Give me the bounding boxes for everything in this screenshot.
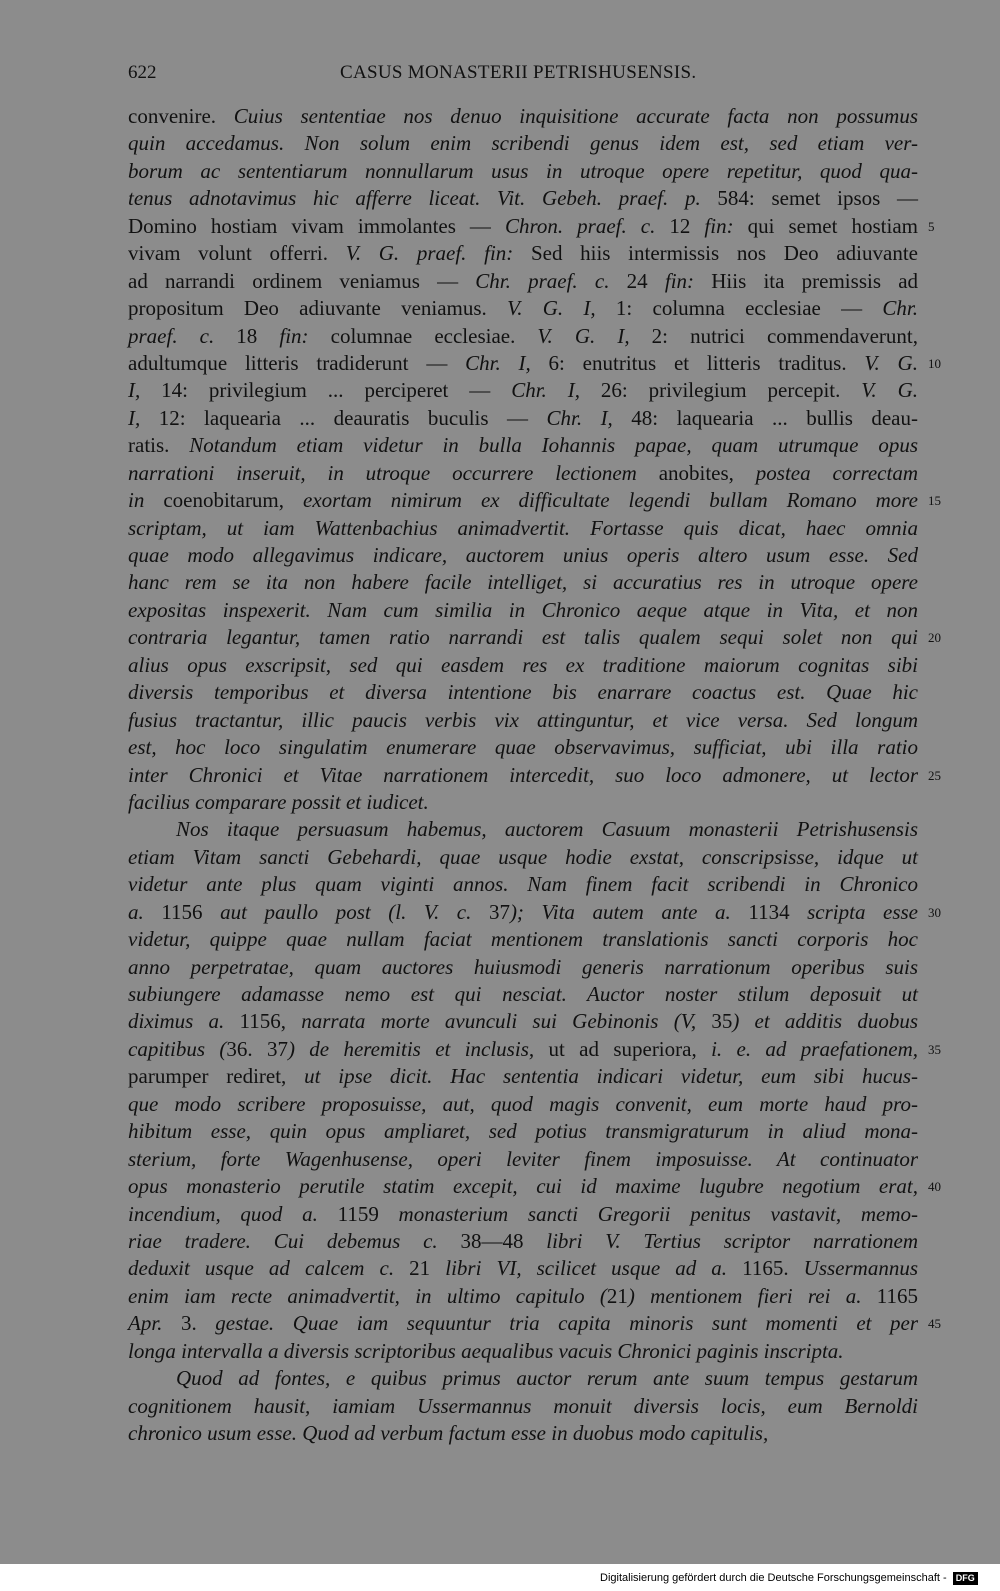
roman-text: 1134 [748, 899, 808, 924]
italic-text: hanc rem se ita non habere facile intelliget, si accuratius res in utroque opere [128, 570, 918, 595]
roman-text: ratis. [128, 433, 190, 458]
text-line [128, 158, 918, 185]
italic-text: ) et additis duobus [732, 1009, 918, 1034]
italic-text: exortam nimirum ex difficultate legendi bullam Romano more [303, 488, 918, 513]
text-line [128, 1338, 918, 1365]
roman-text: 21 [606, 1283, 628, 1308]
roman-text: qui semet hostiam [747, 213, 918, 238]
text-line [128, 624, 941, 651]
italic-text: deduxit usque ad calcem c. [128, 1256, 410, 1281]
italic-text: Apr. [128, 1311, 181, 1336]
roman-text: 38—48 [460, 1228, 547, 1253]
text-line [128, 323, 918, 350]
roman-text: 14: privilegium ... perciperet — [161, 378, 512, 403]
italic-text: postea correctam [755, 460, 918, 485]
text-line [128, 1146, 918, 1173]
italic-text: contraria legantur, tamen ratio narrandi est talis qualem sequi solet non qui [128, 625, 918, 650]
italic-text: opus monasterio perutile statim excepit, cui id maxime lugubre negotium erat, [128, 1174, 918, 1199]
italic-text: Chr. [882, 296, 918, 321]
italic-text: fin: [279, 323, 331, 348]
italic-text: Chron. praef. c. [504, 213, 670, 238]
roman-text: columnae ecclesiae. [330, 323, 538, 348]
italic-text: Ussermannus [803, 1256, 918, 1281]
running-head: CASUS MONASTERII PETRISHUSENSIS. [340, 62, 697, 83]
italic-text: V. G. I, [537, 323, 652, 348]
text-line [128, 1201, 918, 1228]
text-line [128, 1008, 918, 1035]
roman-text: Domino hostiam vivam immolantes — [128, 213, 505, 238]
text-line [128, 1420, 918, 1447]
text-line [128, 542, 918, 569]
roman-text: Hiis ita premissis ad [711, 268, 919, 293]
italic-text: longa intervalla a diversis scriptoribus aequalibus vacuis Chronici paginis inscripta. [128, 1338, 844, 1363]
line-number: 15 [928, 493, 941, 509]
text-line [128, 734, 918, 761]
text-line [128, 103, 918, 130]
line-number: 25 [928, 767, 941, 783]
roman-text: 1165. [742, 1256, 804, 1281]
italic-text: Chr. I, [511, 378, 601, 403]
roman-text: 2: nutrici commendaverunt, [651, 323, 918, 348]
line-number: 40 [928, 1179, 941, 1195]
roman-text: 48: laquearia ... bullis deau- [631, 405, 918, 430]
italic-text: Chr. I, [546, 405, 632, 430]
text-line [128, 405, 918, 432]
italic-text: Cuius sententiae nos denuo inquisitione accurate facta non possumus [233, 104, 918, 128]
roman-text: ut ad superiora, [548, 1036, 712, 1061]
italic-text: Notandum etiam videtur in bulla Iohannis papae, quam utrumque opus [189, 433, 918, 458]
line-number: 10 [928, 355, 941, 371]
text-line [128, 789, 918, 816]
roman-text: 37 [488, 899, 510, 924]
italic-text: fin: [664, 268, 712, 293]
italic-text: que modo scribere proposuisse, aut, quod magis convenit, eum morte haud pro- [128, 1091, 918, 1116]
text-line [128, 268, 918, 295]
italic-text: hibitum esse, quin opus ampliaret, sed potius transmigraturum in aliud mona- [128, 1119, 918, 1144]
italic-text: chronico usum esse. Quod ad verbum factum esse in duobus modo capitulis, [128, 1421, 769, 1445]
italic-text: libri VI, scilicet usque ad a. [445, 1256, 743, 1281]
text-line [128, 1310, 941, 1337]
text-line [128, 816, 918, 843]
italic-text: ) mentionem fieri rei a. [627, 1283, 877, 1308]
text-line [128, 981, 918, 1008]
text-line [128, 185, 918, 212]
italic-text: ) de heremitis et inclusis, [287, 1036, 549, 1061]
text-line [128, 295, 918, 322]
text-line [128, 240, 918, 267]
italic-text: V. G. [864, 350, 918, 375]
roman-text: adultumque litteris tradiderunt — [128, 350, 466, 375]
italic-text: V. G. [861, 378, 918, 403]
italic-text: facilius comparare possit et iudicet. [128, 789, 429, 814]
text-line [128, 1255, 918, 1282]
italic-text: incendium, quod a. [128, 1201, 338, 1226]
italic-text: libri V. Tertius scriptor narrationem [546, 1228, 919, 1253]
roman-text: 1156 [161, 899, 221, 924]
text-line [128, 954, 918, 981]
italic-text: quin accedamus. Non solum enim scribendi genus idem est, sed etiam ver- [128, 131, 918, 156]
italic-text: narrationi inseruit, in utroque occurrere lectionem [128, 460, 659, 485]
italic-text: sterium, forte Wagenhusense, operi leviter finem imposuisse. At continuator [128, 1146, 918, 1171]
text-line [128, 844, 918, 871]
text-line [128, 515, 918, 542]
italic-text: scriptam, ut iam Wattenbachius animadvertit. Fortasse quis dicat, haec omnia [128, 515, 918, 540]
italic-text: est, hoc loco singulatim enumerare quae observavimus, sufficiat, ubi illa ratio [128, 735, 918, 760]
text-line [128, 652, 918, 679]
text-line [128, 1283, 918, 1310]
italic-text: Chr. I, [465, 350, 549, 375]
italic-text: praef. c. [128, 323, 237, 348]
footer-credit: Digitalisierung gefördert durch die Deutsche Forschungsgemeinschaft - [600, 1572, 947, 1584]
text-line [128, 569, 918, 596]
roman-text: 12: laquearia ... deauratis buculis — [158, 405, 547, 430]
roman-text: 36. 37 [226, 1036, 288, 1061]
roman-text: 1: columna ecclesiae — [615, 296, 883, 321]
roman-text: propositum Deo adiuvante veniamus. [128, 296, 508, 321]
italic-text: I, [128, 378, 162, 403]
roman-text: vivam volunt offerri. [128, 241, 346, 266]
line-number: 45 [928, 1316, 941, 1332]
roman-text: 18 [236, 323, 280, 348]
roman-text: anobites, [658, 460, 756, 485]
italic-text: Chr. praef. c. [475, 268, 627, 293]
roman-text: ad narrandi ordinem veniamus — [128, 268, 476, 293]
line-number: 35 [928, 1041, 941, 1057]
text-line [128, 871, 918, 898]
italic-text: diversis temporibus et diversa intentione bis enarrare coactus est. Quae hic [128, 680, 918, 705]
text-line [128, 762, 941, 789]
italic-text: narrata morte avunculi sui Gebinonis (V, [301, 1009, 712, 1034]
italic-text: a. [128, 899, 162, 924]
text-line [128, 1228, 918, 1255]
italic-text: riae tradere. Cui debemus c. [128, 1228, 461, 1253]
roman-text: parumper rediret, [128, 1064, 305, 1089]
text-line [128, 1365, 918, 1392]
italic-text: videtur, quippe quae nullam faciat mentionem translationis sancti corporis hoc [128, 927, 918, 952]
italic-text: tenus adnotavimus hic afferre liceat. Vit. Gebeh. praef. p. [128, 186, 718, 211]
roman-text: 24 [626, 268, 665, 293]
text-line [128, 130, 918, 157]
italic-text: etiam Vitam sancti Gebehardi, quae usque hodie exstat, conscripsisse, idque ut [128, 844, 918, 869]
italic-text: videtur ante plus quam viginti annos. Nam finem facit scribendi in Chronico [128, 872, 918, 897]
italic-text: diximus a. [128, 1009, 240, 1034]
text-line [128, 926, 918, 953]
italic-text: V. G. praef. fin: [345, 241, 531, 266]
text-line [128, 899, 941, 926]
italic-text: anno perpetratae, quam auctores huiusmodi generis narrationum operibus suis [128, 954, 918, 979]
roman-text: 584: semet ipsos — [717, 186, 919, 211]
italic-text: aut paullo post (l. V. c. [220, 899, 489, 924]
italic-text: enim iam recte animadvertit, in ultimo capitulo ( [128, 1283, 607, 1308]
text-line [128, 487, 941, 514]
roman-text: 1165 [876, 1283, 918, 1308]
roman-text: Sed hiis intermissis nos Deo adiuvante [530, 241, 918, 266]
italic-text: cognitionem hausit, iamiam Ussermannus monuit diversis locis, eum Bernoldi [128, 1393, 918, 1418]
italic-text: ut ipse dicit. Hac sententia indicari videtur, eum sibi hucus- [304, 1064, 918, 1089]
italic-text: I, [128, 405, 159, 430]
line-number: 5 [928, 218, 935, 234]
text-line [128, 707, 918, 734]
text-line [128, 679, 918, 706]
italic-text: Nos itaque persuasum habemus, auctorem Casuum monasterii Petrishusensis [176, 817, 918, 842]
text-line [128, 1118, 918, 1145]
roman-text: 1156, [239, 1009, 302, 1034]
roman-text: 26: privilegium percepit. [600, 378, 862, 403]
italic-text: inter Chronici et Vitae narrationem intercedit, suo loco admonere, ut lector [128, 762, 918, 787]
italic-text: V. G. I, [507, 296, 616, 321]
italic-text: scripta esse [807, 899, 918, 924]
text-line [128, 460, 918, 487]
roman-text: 3. [180, 1311, 216, 1336]
text-line [128, 432, 918, 459]
text-line [128, 1091, 918, 1118]
italic-text: expositas inspexerit. Nam cum similia in Chronico aeque atque in Vita, et non [128, 597, 918, 622]
italic-text: fin: [704, 213, 748, 238]
roman-text: 12 [669, 213, 705, 238]
text-line [128, 350, 941, 377]
italic-text: Quod ad fontes, e quibus primus auctor rerum ante suum tempus gestarum [176, 1366, 918, 1391]
text-line [128, 1036, 941, 1063]
text-line [128, 1063, 918, 1090]
footer [600, 1568, 992, 1588]
italic-text: in [128, 488, 164, 513]
italic-text: borum ac sententiarum nonnullarum usus in utroque opere repetitur, quod qua- [128, 158, 918, 183]
roman-text: convenire. [128, 104, 234, 128]
body-text [128, 103, 941, 1447]
dfg-logo: DFG [953, 1572, 978, 1585]
italic-text: monasterium sancti Gregorii penitus vastavit, memo- [398, 1201, 918, 1226]
italic-text: alius opus exscripsit, sed qui easdem res ex traditione maiorum cognitas sibi [128, 652, 918, 677]
italic-text: fusius tractantur, illic paucis verbis vix attinguntur, et vice versa. Sed longum [128, 707, 918, 732]
italic-text: ); Vita autem ante a. [509, 899, 749, 924]
roman-text: 6: enutritus et litteris traditus. [548, 350, 865, 375]
roman-text: 35 [711, 1009, 733, 1034]
roman-text: 21 [409, 1256, 446, 1281]
italic-text: subiungere adamasse nemo est qui nesciat. Auctor noster stilum deposuit ut [128, 982, 918, 1006]
text-line [128, 1173, 941, 1200]
roman-text: coenobitarum, [163, 488, 303, 513]
roman-text: 1159 [337, 1201, 399, 1226]
text-line [128, 1393, 918, 1420]
page-number: 622 [128, 62, 157, 83]
italic-text: capitibus ( [128, 1036, 227, 1061]
text-line [128, 597, 918, 624]
line-number: 20 [928, 630, 941, 646]
italic-text: i. e. ad praefationem, [711, 1036, 919, 1061]
text-line [128, 377, 918, 404]
line-number: 30 [928, 904, 941, 920]
text-line [128, 213, 935, 240]
italic-text: quae modo allegavimus indicare, auctorem unius operis altero usum esse. Sed [128, 543, 918, 567]
italic-text: gestae. Quae iam sequuntur tria capita minoris sunt momenti et per [215, 1311, 919, 1336]
